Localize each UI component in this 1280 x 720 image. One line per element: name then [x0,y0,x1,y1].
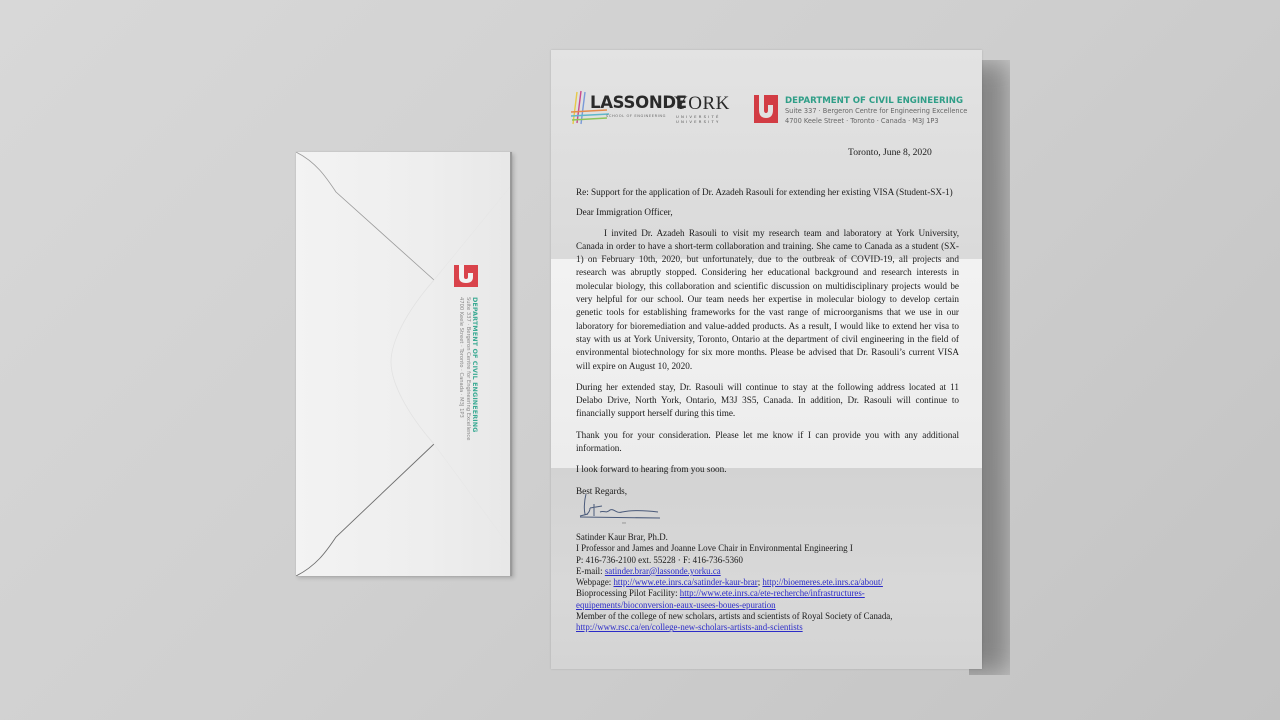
webpage-link-2[interactable]: http://bioemeres.ete.inrs.ca/about/ [762,577,883,588]
envelope-address-line1: Suite 337 · Bergeron Centre for Engineering Excellence [465,297,471,441]
department-header [785,96,967,126]
letter [551,50,982,669]
facility-link-continued[interactable]: equipements/bioconversion-eaux-usees-boues-epuration [576,599,776,610]
webpage-separator: ; [757,577,763,588]
signature-block [576,532,892,634]
membership-link[interactable]: http://www.rsc.ca/en/college-new-scholars-artists-and-scientists [576,622,803,633]
letter-body [576,186,959,506]
facility-label: Bioprocessing Pilot Facility: [576,588,680,599]
york-wordmark: YORK [674,93,730,114]
signatory-title: I Professor and James and Joanne Love Chair in Environmental Engineering I [576,543,853,554]
envelope-return-address [446,265,480,485]
webpage-label: Webpage: [576,577,614,588]
envelope-address-line2: 4700 Keele Street · Toronto · Canada · M3J 1P3 [458,297,464,418]
york-sub-en: UNIVERSITY [676,119,721,124]
letter-paragraph-1: I invited Dr. Azadeh Rasouli to visit my research team and laboratory at York University, Canada in order to have a short-term collaboration and training. She came to Canada as a student (SX-1) on February 10th, 2020, but unfortunately, due to the outbreak of COVID-19, all projects and research was abruptly stopped. Considering her educational background and research interests in molecular biology, this collaboration and scientific discussion on multidisciplinary projects would be very helpful for our school. Our team needs her expertise in molecular biology to develop certain genetic tools for establishing frameworks for the vast range of microorganisms that we use in our laboratory for bioremediation and value-added products. As a result, I would like to extend her visa to stay with us at York University, Toronto, Ontario at the department of civil engineering in the field of environmental biotechnology for six more months. Please be advised that Dr. Rasouli’s current VISA will expire on August 10, 2020. [576,227,959,371]
email-label: E-mail: [576,565,605,576]
york-logo [674,93,730,124]
letter-closing: Best Regards, [576,485,628,496]
letter-paragraph-2: During her extended stay, Dr. Rasouli will continue to stay at the following address located at 11 Delabo Drive, North York, Ontario, M3J 3S5, Canada. In addition, Dr. Rasouli will continue to financially support herself during this time. [576,381,959,419]
department-name: DEPARTMENT OF CIVIL ENGINEERING [785,96,964,106]
letter-paragraph-3: Thank you for your consideration. Please let me know if I can provide you with any additional information. [576,429,959,454]
envelope-department: DEPARTMENT OF CIVIL ENGINEERING [471,297,479,433]
membership-text: Member of the college of new scholars, artists and scientists of Royal Society of Canada, [576,611,893,622]
email-link[interactable]: satinder.brar@lassonde.yorku.ca [604,565,721,576]
department-address-line2: 4700 Keele Street · Toronto · Canada · M3J 1P3 [785,116,939,125]
facility-row-continued [576,600,892,611]
york-u-logo-icon [754,95,778,123]
webpage-row [576,577,892,588]
york-sub-fr: UNIVERSITÉ [676,114,721,119]
letter-date: Toronto, June 8, 2020 [848,147,932,158]
facility-row [576,588,892,599]
letter-subject: Re: Support for the application of Dr. Azadeh Rasouli for extending her existing VISA (Student-SX-1) [576,187,953,197]
envelope [296,152,512,576]
letter-content [551,50,982,669]
signatory-phone: P: 416-736-2100 ext. 55228 · F: 416-736-5360 [576,554,743,565]
webpage-link-1[interactable]: http://www.ete.inrs.ca/satinder-kaur-brar [613,577,758,588]
lassonde-subtitle: SCHOOL OF ENGINEERING [606,114,666,118]
facility-link[interactable]: http://www.ete.inrs.ca/ete-recherche/infrastructures- [679,588,865,599]
department-address-line1: Suite 337 · Bergeron Centre for Engineering Excellence [785,107,968,115]
handwritten-signature [576,492,666,524]
signatory-name: Satinder Kaur Brar, Ph.D. [576,532,668,542]
letter-salutation: Dear Immigration Officer, [576,207,673,218]
envelope-address-text [457,297,479,440]
lassonde-wordmark: LASSONDE [590,93,687,112]
letter-paragraph-4: I look forward to hearing from you soon. [576,464,727,475]
email-row [576,566,892,577]
york-u-logo-icon [454,265,478,287]
membership-row [576,622,892,633]
